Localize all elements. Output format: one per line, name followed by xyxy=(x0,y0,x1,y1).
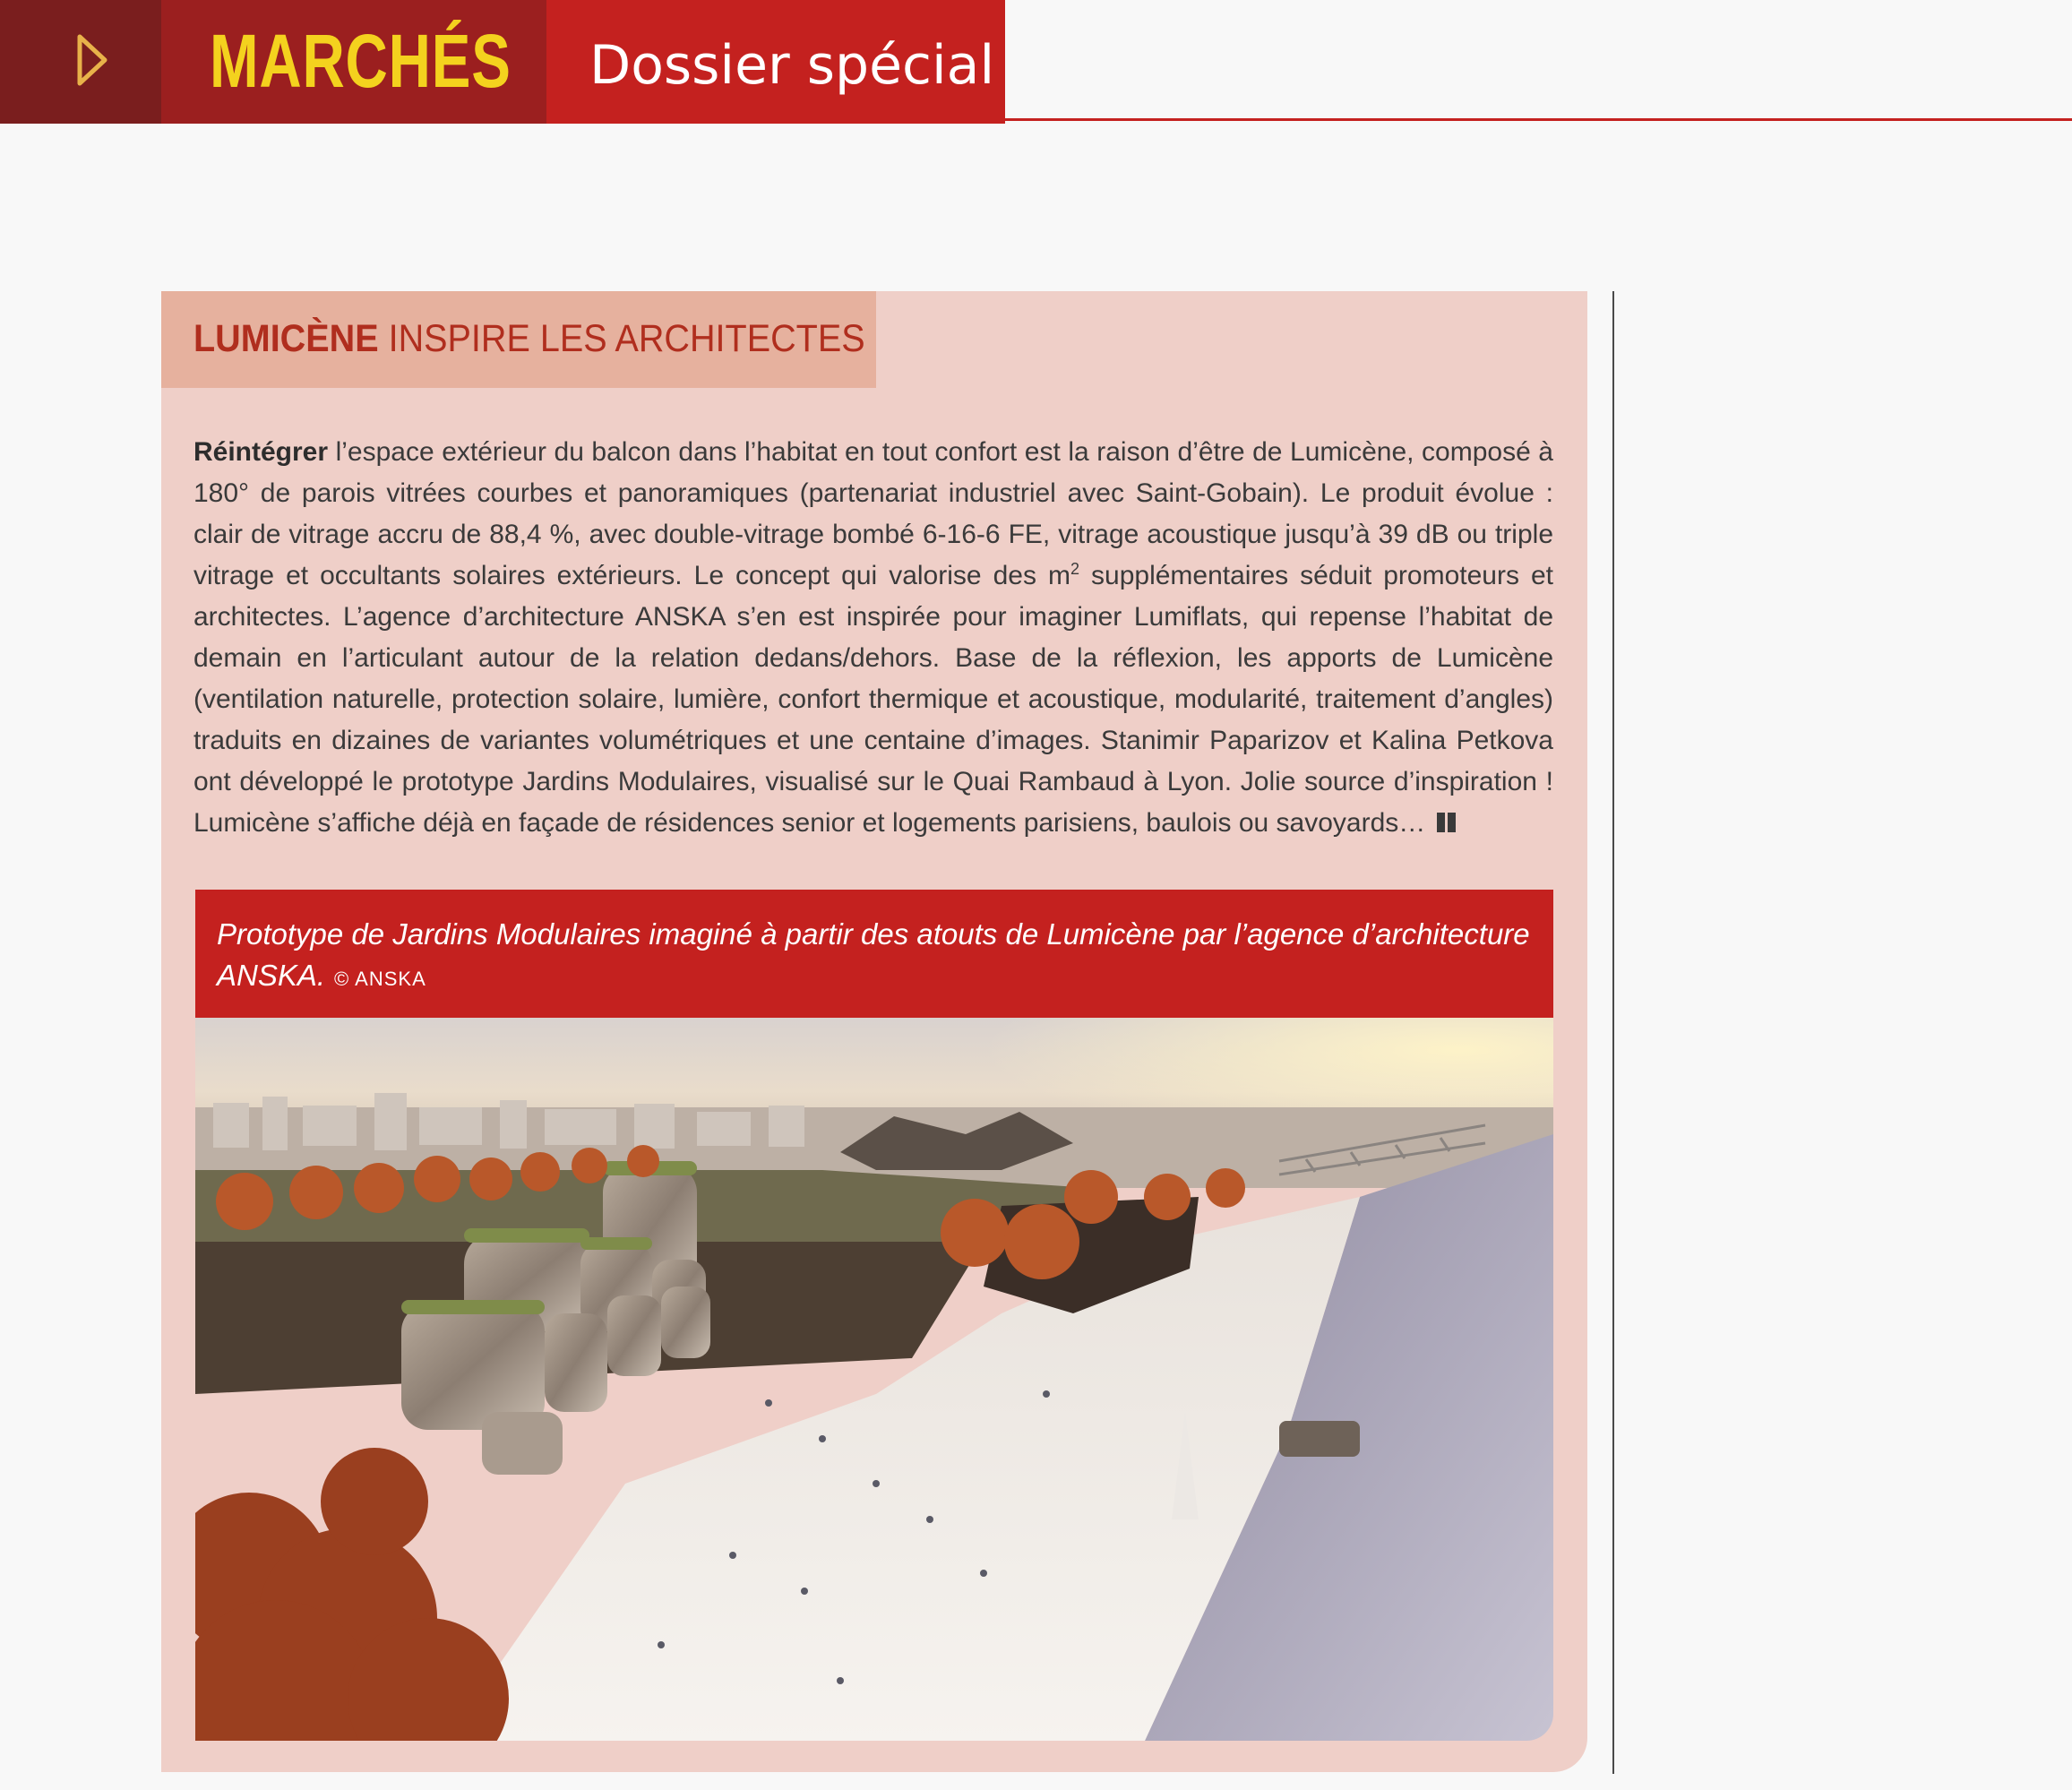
article-title-rest: INSPIRE LES ARCHITECTES xyxy=(388,317,865,360)
article-title-brand: LUMICÈNE xyxy=(193,317,379,360)
figure-caption xyxy=(217,914,1543,1000)
article-text-part2: supplémentaires séduit promoteurs et architectes. L’agence d’architecture ANSKA s’en est inspirée pour imaginer Lumiflats, qui repense l’habitat de demain en l’articulant autour de la relation dedans/dehors. Base de la réflexion, les apports de Lumicène (ventilation naturelle, protection solaire, lumière, confort thermique et acoustique, modularité, traitement d’angles) traduits en dizaines de variantes volumétriques et une centaine d’images. Stanimir Paparizov et Kalina Petkova ont développé le prototype Jardins Modulaires, visualisé sur le Quai Rambaud à Lyon. Jolie source d’inspiration ! Lumicène s’affiche déjà en façade de résidences senior et logements parisiens, baulois ou savoyards… xyxy=(193,561,1554,838)
header-rule xyxy=(1005,118,2072,121)
section-title: MARCHÉS xyxy=(210,19,512,103)
article-body xyxy=(193,432,1553,846)
photo-credit: © ANSKA xyxy=(334,968,426,990)
caption-text: Prototype de Jardins Modulaires imaginé à partir des atouts de Lumicène par l’agence d’architecture ANSKA. xyxy=(217,917,1530,992)
superscript-2: 2 xyxy=(1070,560,1079,578)
section-marker xyxy=(0,0,161,124)
play-triangle-icon xyxy=(77,34,107,86)
subsection-title: Dossier spécial xyxy=(589,34,995,97)
article-lead-word: Réintégrer xyxy=(193,437,329,467)
article-text-part1: l’espace extérieur du balcon dans l’habitat en tout confort est la raison d’être de Lumicène, composé à 180° de parois vitrées courbes et panoramiques (partenariat industriel avec Saint-Gobain). Le produit évolue : clair de vitrage accru de 88,4 %, avec double-vitrage bombé 6-16-6 FE, vitrage acoustique jusqu’à 39 dB ou triple vitrage et occultants solaires extérieurs. Le concept qui valorise des m xyxy=(193,437,1553,590)
architectural-render-image xyxy=(195,1018,1553,1741)
end-of-article-icon xyxy=(1436,805,1457,846)
article-title xyxy=(193,317,865,361)
column-divider xyxy=(1612,291,1614,1774)
